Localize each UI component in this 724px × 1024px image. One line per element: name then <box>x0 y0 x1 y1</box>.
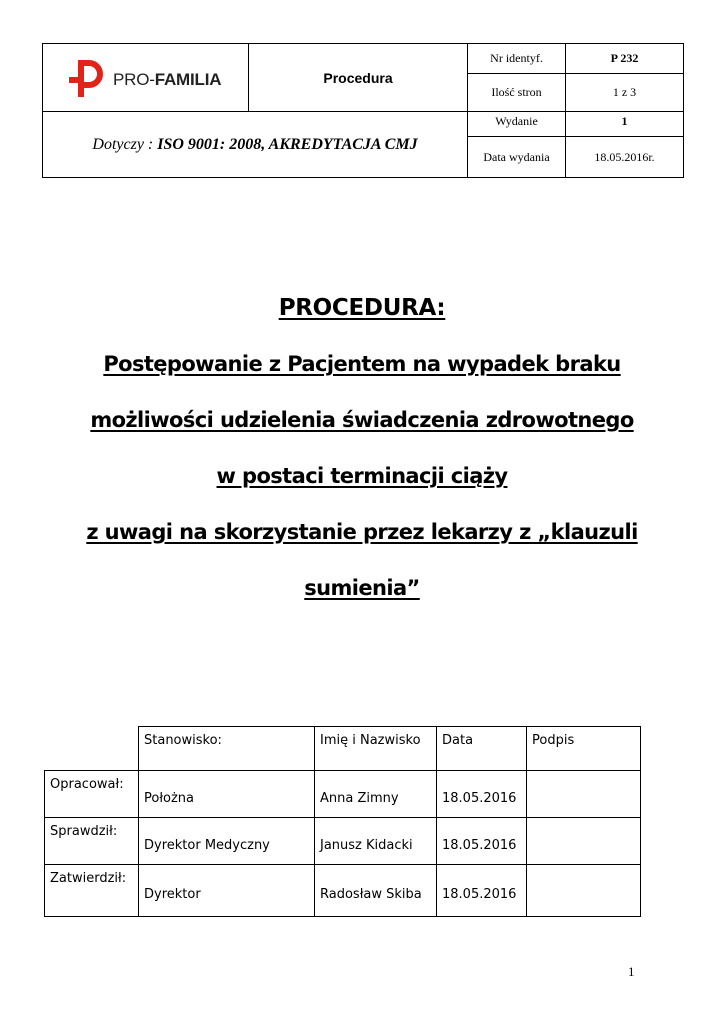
page-number: 1 <box>628 964 635 979</box>
empty-corner-cell <box>45 727 139 771</box>
row-position: Dyrektor <box>139 865 315 917</box>
table-row <box>45 771 641 818</box>
edition-value: 1 <box>566 112 684 137</box>
title-line-2: Postępowanie z Pacjentem na wypadek braku <box>103 352 621 376</box>
row-name: Janusz Kidacki <box>315 818 437 865</box>
header-date: Data <box>437 727 527 771</box>
row-role: Opracował: <box>45 771 139 818</box>
title-line-4: w postaci terminacji ciąży <box>216 464 508 488</box>
logo-text: PRO-FAMILIA <box>113 70 222 89</box>
edition-label: Wydanie <box>468 112 566 137</box>
title-line-6: sumienia” <box>304 576 420 600</box>
row-date: 18.05.2016 <box>437 865 527 917</box>
table-row <box>45 865 641 917</box>
procedure-title <box>0 280 724 616</box>
pages-label: Ilość stron <box>468 74 566 112</box>
row-date: 18.05.2016 <box>437 771 527 818</box>
title-line-5: z uwagi na skorzystanie przez lekarzy z „klauzuli <box>86 520 638 544</box>
company-logo <box>69 60 221 100</box>
row-date: 18.05.2016 <box>437 818 527 865</box>
document-header-table <box>42 43 684 178</box>
row-signature <box>527 771 641 818</box>
row-signature <box>527 865 641 917</box>
procedure-label: Procedura <box>249 44 468 112</box>
scope-label: Dotyczy : <box>92 135 154 153</box>
pages-value: 1 z 3 <box>566 74 684 112</box>
row-signature <box>527 818 641 865</box>
id-value: P 232 <box>566 44 684 74</box>
issue-date-value: 18.05.2016r. <box>566 137 684 178</box>
table-row <box>45 818 641 865</box>
row-role: Zatwierdził: <box>45 865 139 917</box>
header-name: Imię i Nazwisko <box>315 727 437 771</box>
header-signature: Podpis <box>527 727 641 771</box>
logo-cell <box>43 44 249 112</box>
title-line-1: PROCEDURA: <box>278 295 446 321</box>
row-name: Radosław Skiba <box>315 865 437 917</box>
pro-familia-logo-icon <box>69 60 107 100</box>
scope-value: ISO 9001: 2008, AKREDYTACJA CMJ <box>157 135 418 153</box>
id-label: Nr identyf. <box>468 44 566 74</box>
title-line-3: możliwości udzielenia świadczenia zdrowotnego <box>90 408 634 432</box>
row-name: Anna Zimny <box>315 771 437 818</box>
header-position: Stanowisko: <box>139 727 315 771</box>
issue-date-label: Data wydania <box>468 137 566 178</box>
row-position: Dyrektor Medyczny <box>139 818 315 865</box>
signature-table <box>44 726 641 917</box>
row-role: Sprawdził: <box>45 818 139 865</box>
scope-cell <box>43 112 468 178</box>
row-position: Położna <box>139 771 315 818</box>
